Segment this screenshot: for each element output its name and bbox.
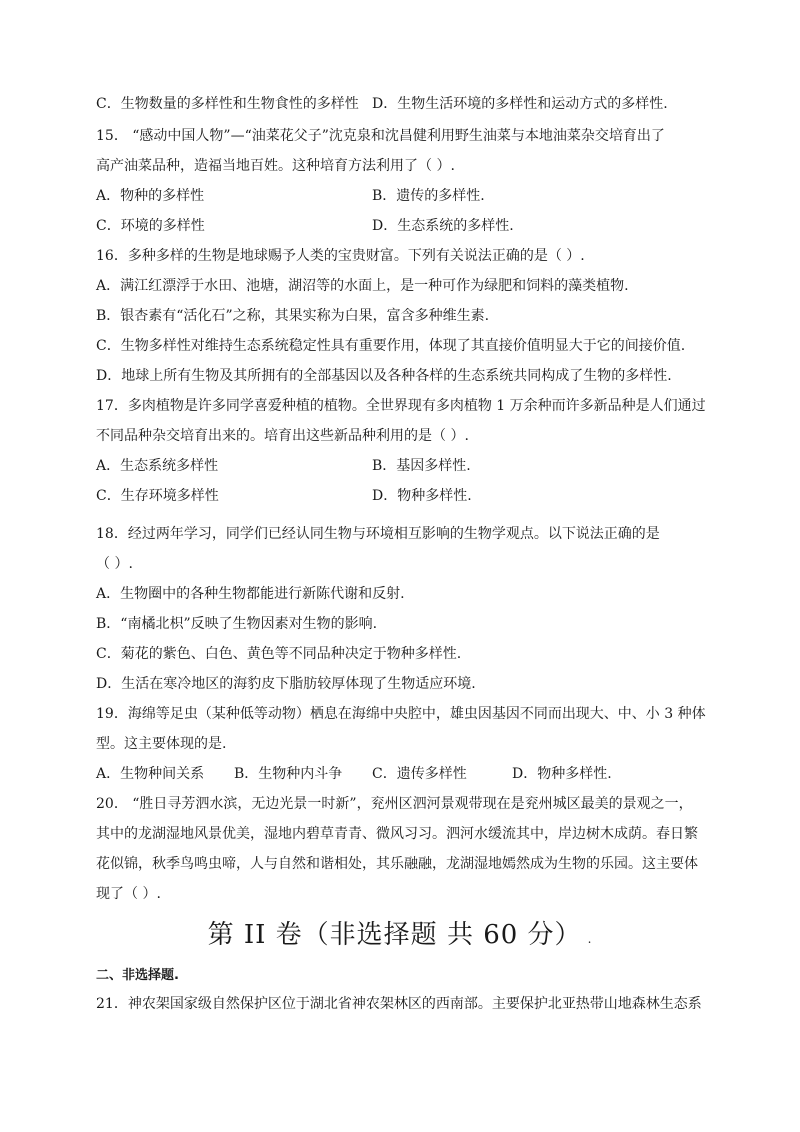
q16-option-d: D．地球上所有生物及其所拥有的全部基因以及各种各样的生态系统共同构成了生物的多样性. (96, 368, 672, 384)
q18-stem-line-1: 18．经过两年学习，同学们已经认同生物与环境相互影响的生物学观点。以下说法正确的是 (96, 526, 660, 542)
q19-option-c: C．遗传多样性 (372, 766, 467, 782)
q15-option-b: B．遗传的多样性. (372, 188, 485, 204)
q16-stem: 16．多种多样的生物是地球赐予人类的宝贵财富。下列有关说法正确的是（ ）. (96, 248, 585, 264)
q20-stem-line-2: 其中的龙湖湿地风景优美，湿地内碧草青青、微风习习。泗河水缓流其中，岸边树木成荫。春日繁 (96, 826, 698, 842)
q18-option-b: B．“南橘北枳”反映了生物因素对生物的影响. (96, 616, 378, 632)
section-title-mark: . (587, 932, 593, 946)
q19-option-a: A．生物种间关系 (96, 766, 205, 782)
section-subhead: 二、非选择题. (96, 968, 179, 983)
q18-option-c: C．菊花的紫色、白色、黄色等不同品种决定于物种多样性. (96, 646, 462, 662)
q14-option-d: D．生物生活环境的多样性和运动方式的多样性. (372, 96, 668, 112)
q17-option-b: B．基因多样性. (372, 458, 471, 474)
q15-stem-line-2: 高产油菜品种，造福当地百姓。这种培育方法利用了（ ）. (96, 158, 455, 174)
q20-stem-line-1: 20． “胜日寻芳泗水滨，无边光景一时新”，兖州区泗河景观带现在是兖州城区最美的景观之一， (96, 796, 693, 812)
section-title (0, 918, 800, 956)
section-title-text: 第 II 卷（非选择题 共 60 分） (207, 920, 582, 950)
q15-option-d: D．生态系统的多样性. (372, 218, 514, 234)
q17-option-d: D．物种多样性. (372, 488, 472, 504)
q17-stem-line-2: 不同品种杂交培育出来的。培育出这些新品种利用的是（ ）. (96, 428, 469, 444)
q17-option-a: A．生态系统多样性 (96, 458, 219, 474)
q17-stem-line-1: 17．多肉植物是许多同学喜爱种植的植物。全世界现有多肉植物 1 万余种而许多新品种是人们通过 (96, 398, 706, 414)
q21-stem-line-1: 21．神农架国家级自然保护区位于湖北省神农架林区的西南部。主要保护北亚热带山地森林生态系 (96, 996, 702, 1012)
q18-option-a: A．生物圈中的各种生物都能进行新陈代谢和反射. (96, 586, 405, 602)
q16-option-b: B．银杏素有“活化石”之称，其果实称为白果，富含多种维生素. (96, 308, 490, 324)
q20-stem-line-3: 花似锦，秋季鸟鸣虫啼，人与自然和谐相处，其乐融融，龙湖湿地嫣然成为生物的乐园。这主要体 (96, 856, 698, 872)
q14-option-c: C．生物数量的多样性和生物食性的多样性 (96, 96, 359, 112)
q15-option-c: C．环境的多样性 (96, 218, 205, 234)
q16-option-c: C．生物多样性对维持生态系统稳定性具有重要作用，体现了其直接价值明显大于它的间接价值. (96, 338, 686, 354)
q15-stem-line-1: 15． “感动中国人物”—“油菜花父子”沈克泉和沈昌健利用野生油菜与本地油菜杂交培育出了 (96, 128, 665, 144)
q18-option-d: D．生活在寒冷地区的海豹皮下脂肪较厚体现了生物适应环境. (96, 676, 476, 692)
q19-stem-line-2: 型。这主要体现的是. (96, 736, 227, 752)
q16-option-a: A．满江红漂浮于水田、池塘，湖沼等的水面上，是一种可作为绿肥和饲料的藻类植物. (96, 278, 629, 294)
q18-stem-line-2: （ ）. (96, 556, 133, 572)
q19-option-d: D．物种多样性. (512, 766, 612, 782)
q15-option-a: A．物种的多样性 (96, 188, 205, 204)
q19-option-b: B．生物种内斗争 (234, 766, 343, 782)
q17-option-c: C．生存环境多样性 (96, 488, 219, 504)
q20-stem-line-4: 现了（ ）. (96, 886, 161, 902)
q19-stem-line-1: 19．海绵等足虫（某种低等动物）栖息在海绵中央腔中，雄虫因基因不同而出现大、中、小 3 种体 (96, 706, 706, 722)
